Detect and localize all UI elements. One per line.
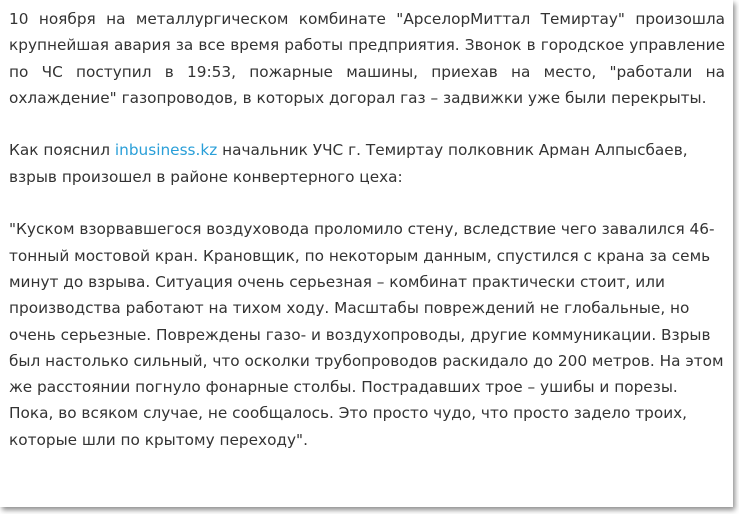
source-text-before: Как пояснил (9, 141, 115, 160)
article-paragraph-intro: 10 ноября на металлургическом комбинате "АрселорМиттал Темиртау" произошла крупнейшая авария за все время работы предприятия. Звонок в городское управление по ЧС поступил в 19:53, пожарные машины, приехав на место, "работали на охлаждение" газопроводов, в которых догорал газ – задвижки уже были перекрыты. (9, 10, 725, 107)
article-paragraph-quote: "Куском взорвавшегося воздуховода проломило стену, вследствие чего завалился 46-тонный мостовой кран. Крановщик, по некоторым данным, спустился с крана за семь минут до взрыва. Ситуация очень серьезная – комбинат практически стоит, или производства работают на тихом ходу. Масштабы повреждений не глобальные, но очень серьезные. Повреждены газо- и воздухопроводы, другие коммуникации. Взрыв был настолько сильный, что осколки трубопроводов раскидало до 200 метров. На этом же расстоянии погнуло фонарные столбы. Пострадавших трое – ушибы и порезы. Пока, во всяком случае, не сообщалось. Это просто чудо, что просто задело троих, которые шли по крытому переходу". (9, 220, 724, 449)
article-paragraph-source (9, 137, 725, 190)
source-text-after: начальник УЧС г. Темиртау полковник Арман Алпысбаев, взрыв произошел в районе конвертерного цеха: (9, 141, 688, 186)
source-link[interactable]: inbusiness.kz (114, 141, 218, 160)
